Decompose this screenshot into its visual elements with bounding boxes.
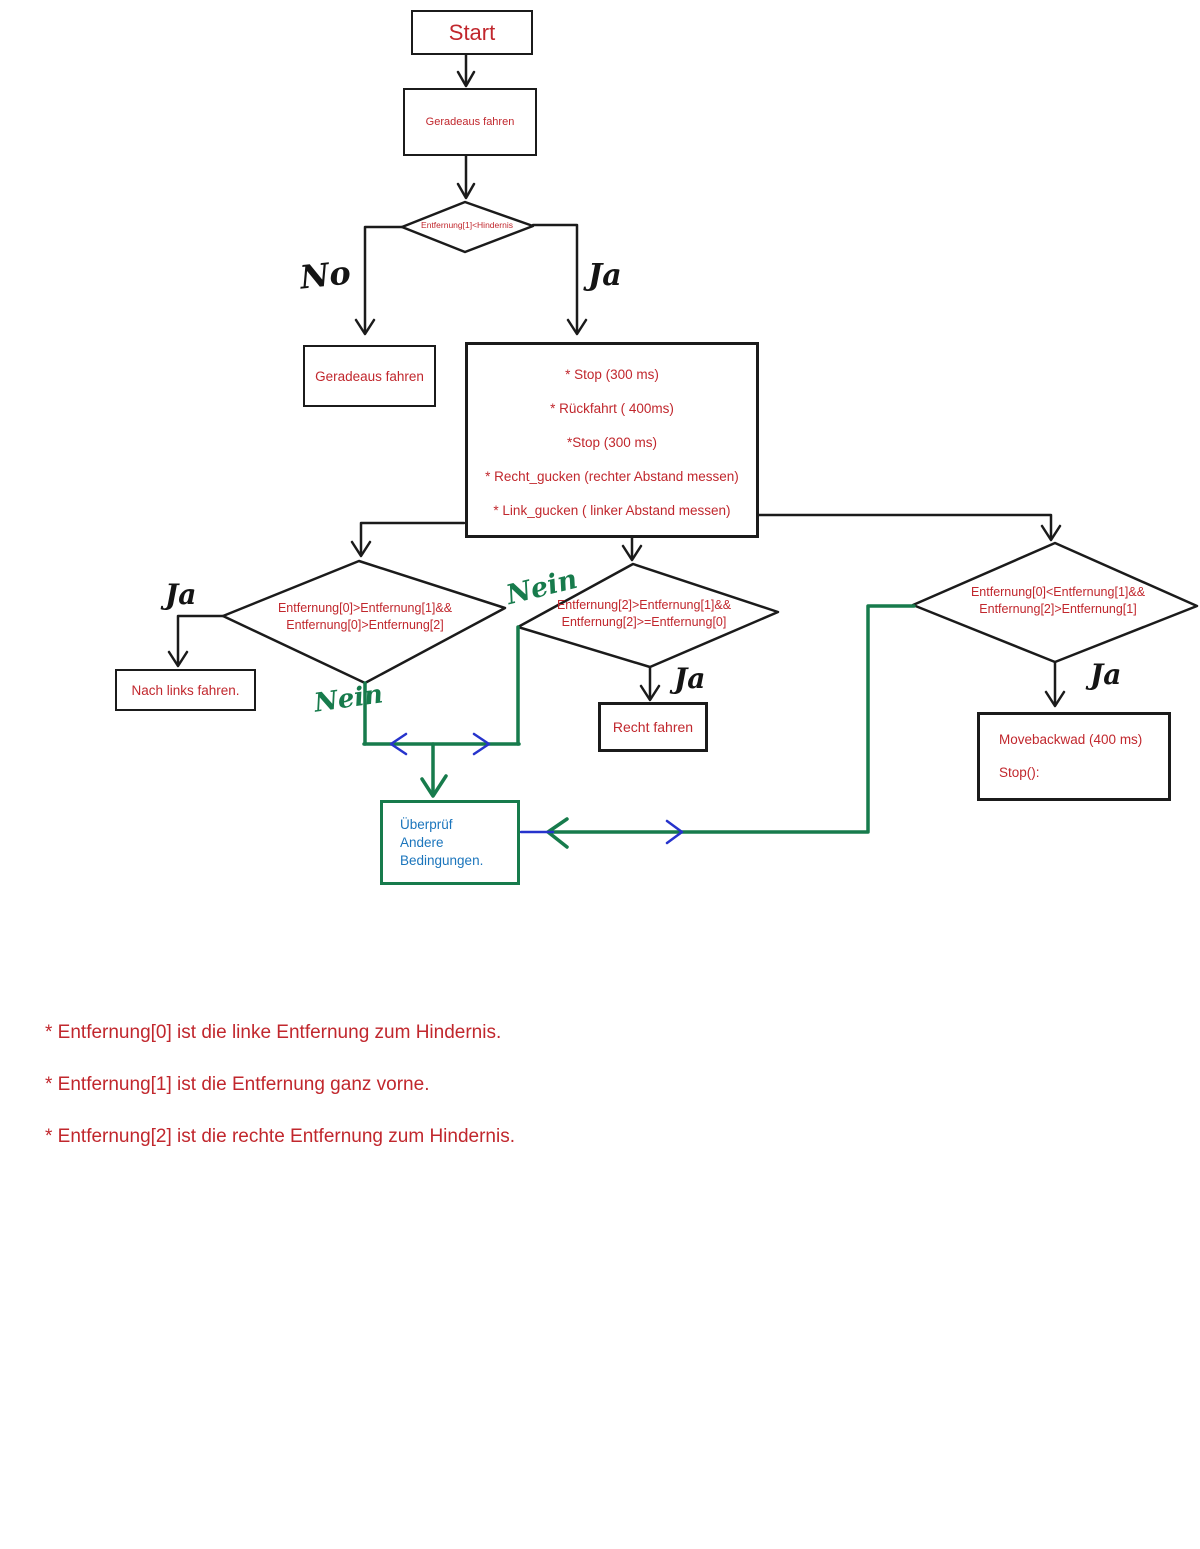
decision-left-label (234, 600, 496, 634)
drive2-label: Geradeaus fahren (315, 368, 424, 384)
decision-mid-label (524, 597, 764, 631)
decision1-label: Entfernung[1]<Hindernis (421, 220, 513, 230)
footnote-entfernung2: * Entfernung[2] ist die rechte Entfernung zum Hindernis. (45, 1126, 515, 1147)
check-other-conditions-node (380, 800, 520, 885)
decision-right-label (938, 584, 1178, 618)
edge-actions-to-left-decision (361, 523, 464, 553)
branch-label-ja-top: Ja (588, 258, 622, 293)
branch-label-nein-mid: Nein (503, 563, 581, 612)
edge-decision1-ja (533, 225, 577, 332)
action-line: * Stop (300 ms) (565, 367, 659, 382)
decision-right-line2: Entfernung[2]>Entfernung[1] (979, 601, 1137, 616)
start-node (411, 10, 533, 55)
start-label: Start (448, 19, 496, 45)
branch-label-ja-mid: Ja (674, 662, 706, 695)
action-line: * Link_gucken ( linker Abstand messen) (493, 503, 731, 518)
move-backward-line2: Stop(): (999, 765, 1040, 780)
turn-left-node (115, 669, 256, 711)
check-line1: Überprüf (400, 816, 453, 832)
decision-mid-line2: Entfernung[2]>=Entfernung[0] (561, 614, 727, 629)
footnote-entfernung1: * Entfernung[1] ist die Entfernung ganz vorne. (45, 1074, 430, 1095)
drive1-label: Geradeaus fahren (425, 116, 515, 128)
action-line: * Recht_gucken (rechter Abstand messen) (485, 469, 739, 484)
drive-straight-node-2 (303, 345, 436, 407)
branch-label-ja-left: Ja (165, 578, 197, 611)
turn-right-label: Recht fahren (612, 719, 694, 735)
check-line3: Bedingungen. (400, 852, 484, 868)
decision-right-line1: Entfernung[0]<Entfernung[1]&& (970, 585, 1146, 599)
action-line: * Rückfahrt ( 400ms) (550, 401, 674, 416)
branch-label-no: No (298, 253, 353, 297)
move-backward-node (977, 712, 1171, 801)
action-line: *Stop (300 ms) (566, 435, 658, 450)
decision-left-line1: Entfernung[0]>Entfernung[1]&& (277, 601, 453, 615)
footnote-entfernung0: * Entfernung[0] ist die linke Entfernung zum Hindernis. (45, 1022, 502, 1043)
turn-left-label: Nach links fahren. (131, 682, 240, 698)
check-line2: Andere (400, 834, 444, 850)
move-backward-line1: Movebackwad (400 ms) (999, 732, 1143, 747)
branch-label-ja-right: Ja (1090, 658, 1122, 691)
drive-straight-node-1 (403, 88, 537, 156)
decision-mid-line1: Entfernung[2]>Entfernung[1]&& (556, 598, 732, 612)
edge-decision1-no (365, 227, 402, 332)
actions-node (465, 342, 759, 538)
edge-actions-to-right-decision (759, 515, 1051, 537)
decision-left-line2: Entfernung[0]>Entfernung[2] (286, 617, 444, 632)
branch-label-nein-left: Nein (312, 679, 385, 719)
turn-right-node (598, 702, 708, 752)
